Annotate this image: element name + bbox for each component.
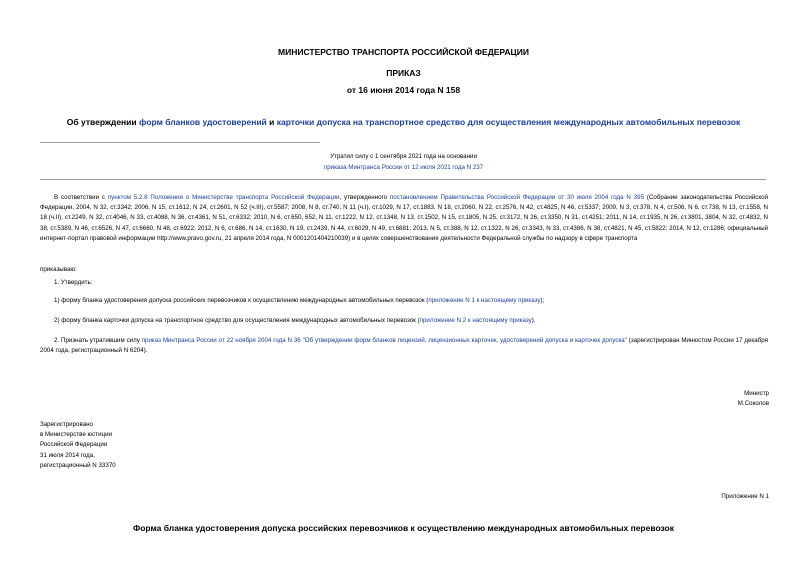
registration-line-3: Российской Федерации	[40, 441, 108, 449]
preamble-paragraph	[40, 193, 768, 244]
order-approve: 1. Утвердить:	[54, 279, 93, 286]
signature-name: М.Соколов	[737, 400, 769, 407]
preamble-link-resolution[interactable]: постановлением Правительства Российской Федерации от 30 июля 2004 года N 395	[389, 194, 645, 201]
registration-line-5: регистрационный N 33370	[40, 461, 116, 469]
preamble-text-1: В соответствии с	[54, 194, 108, 201]
item3-text: 2. Признать утратившим силу	[54, 337, 142, 344]
item3-end: (зарегистрирован Минюстом России 17 декабря 2004 года, регистрационный N 6204).	[40, 337, 768, 355]
signature-position: Министр	[744, 390, 769, 397]
separator-short	[40, 142, 320, 143]
document-heading	[0, 117, 807, 127]
item1-end: );	[540, 297, 545, 304]
heading-link-card[interactable]: карточки допуска на транспортное средство для осуществления международных автомобильных перевозок	[276, 117, 741, 127]
order-intro: приказываю:	[40, 266, 77, 273]
heading-prefix: Об утверждении	[66, 117, 139, 127]
registration-line-1: Зарегистрировано	[40, 421, 93, 428]
registration-line-2: в Министерстве юстиции	[40, 431, 113, 439]
heading-mid: и	[266, 117, 277, 127]
item2-end: ).	[531, 317, 536, 324]
status-note-line: Утратил силу с 1 сентября 2021 года на основании	[330, 153, 477, 160]
item2-link[interactable]: приложение N 2 к настоящему приказу	[419, 317, 532, 324]
appendix-form-title: Форма бланка удостоверения допуска российских перевозчиков к осуществлению международных автомобильных перевозок	[132, 523, 675, 533]
registration-block	[40, 420, 116, 471]
preamble-link-regulation[interactable]: пунктом 5.2.8 Положения о Министерстве транспорта Российской Федерации	[107, 194, 340, 201]
separator-long	[40, 179, 766, 180]
item3-link[interactable]: приказ Минтранса России от 22 ноября 2004 года N 36 "Об утверждении форм бланков лицензий, лицензионных карточек, удостоверений допуска и карточек допуска"	[141, 337, 627, 344]
registration-line-4: 31 июля 2014 года,	[40, 451, 95, 459]
status-note-link-line	[0, 163, 807, 173]
ministry-title: МИНИСТЕРСТВО ТРАНСПОРТА РОССИЙСКОЙ ФЕДЕРАЦИИ	[278, 47, 529, 57]
status-note-link[interactable]: приказа Минтранса России от 12 июля 2021 года N 237	[323, 164, 484, 171]
heading-link-forms[interactable]: форм бланков удостоверений	[139, 117, 267, 127]
preamble-text-2: , утвержденного	[339, 194, 390, 201]
item1-text: 1) форму бланка удостоверения допуска российских перевозчиков к осуществлению международных автомобильных перевозок (	[54, 297, 429, 304]
document-type: ПРИКАЗ	[386, 68, 421, 78]
appendix-label: Приложение N 1	[721, 493, 769, 500]
order-item-2	[54, 316, 536, 326]
document-date-number: от 16 июня 2014 года N 158	[346, 85, 461, 95]
order-item-3	[40, 336, 768, 356]
order-item-1	[54, 296, 544, 306]
preamble-text-3: (Собрание законодательства Российской Федерации, 2004, N 32, ст.3342; 2006, N 15, ст.1612, N 24, ст.2601, N 52 (ч.III), ст.5587; 2008, N 8, ст.740, N 11 (ч.I), ст.1029, N 17, ст.1883, N 18, ст.2060, N 22, ст.2576, N 42, ст.4825, N 46, ст.5337; 2009, N 3, ст.378, N 4, ст.506, N 6, ст.738, N 13, ст.1558, N 18 (ч.II), ст.2249, N 32, ст.4046, N 33, ст.4088, N 36, ст.4361, N 51, ст.6332; 2010, N 6, ст.650, 652, N 11, ст.1222, N 12, ст.1348, N 13, ст.1502, N 15, ст.1805, N 25, ст.3172, N 26, ст.3350, N 31, ст.4251; 2011, N 14, ст.1935, N 26, ст.3801, 3804, N 32, ст.4832, N 38, ст.5389, N 46, ст.6526, N 47, ст.6660, N 48, ст.6922; 2012, N 6, ст.686, N 14, ст.1630, N 19, ст.2439, N 44, ст.6029, N 49, ст.6881; 2013, N 5, ст.388, N 12, ст.1322, N 26, ст.3343, N 33, ст.4386, N 38, ст.4821, N 45, ст.5822; 2014, N 12, ст.1286; официальный интернет-портал правовой информации http://www.pravo.gov.ru, 21 апреля 2014 года, N 0001201404210039) и в целях совершенствования деятельности Федеральной службы по надзору в сфере транспорта	[40, 194, 768, 242]
item1-link[interactable]: приложение N 1 к настоящему приказу	[428, 297, 541, 304]
item2-text: 2) форму бланка карточки допуска на транспортное средство для осуществления международных автомобильных перевозок (	[54, 317, 420, 324]
